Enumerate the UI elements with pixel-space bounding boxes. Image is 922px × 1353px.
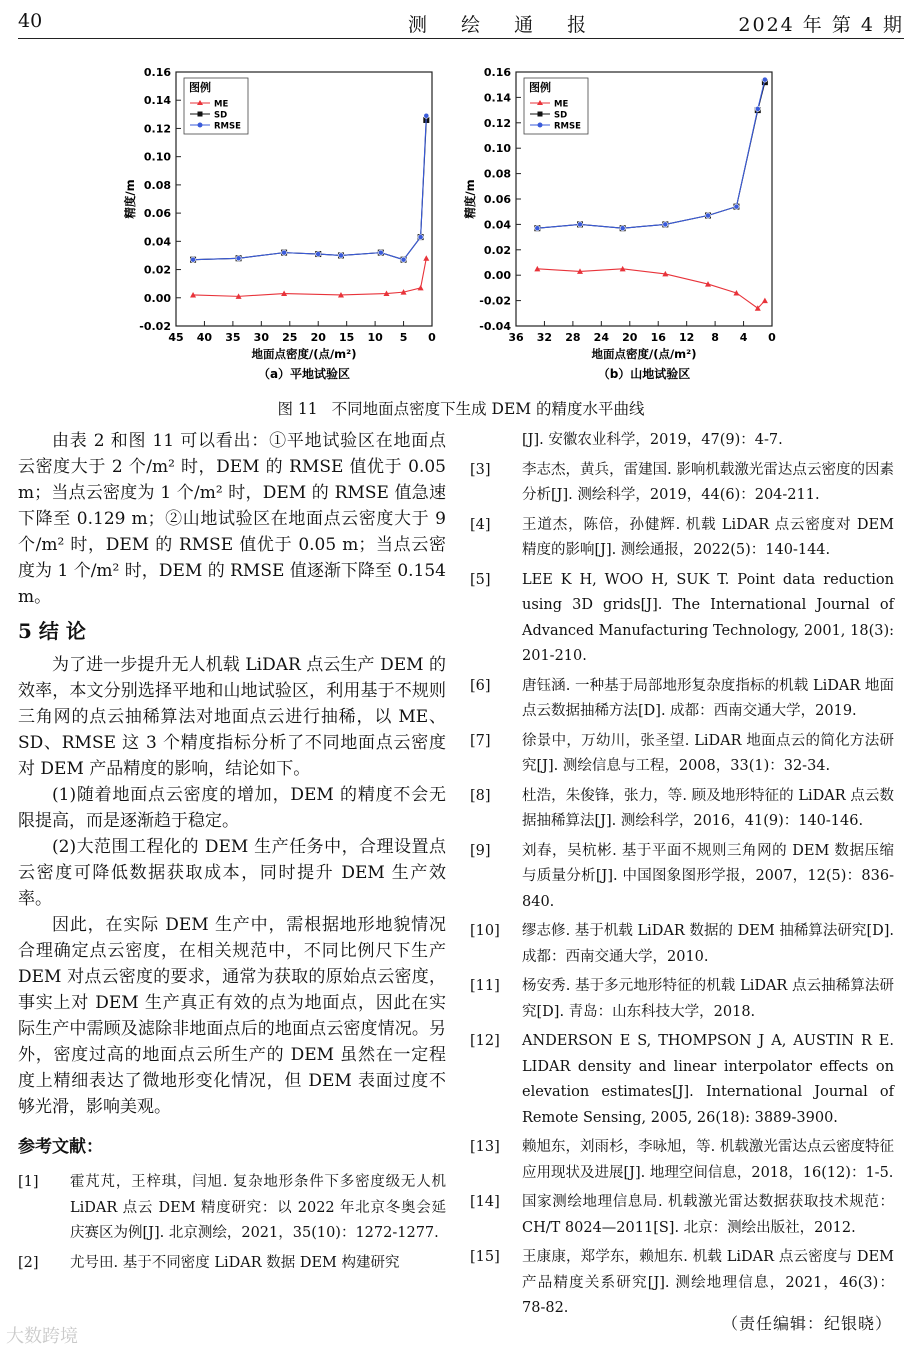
legend-label: ME	[214, 99, 229, 110]
reference-text: 赖旭东，刘雨杉，李咏旭，等. 机载激光雷达点云密度特征应用现状及进展[J]. 地理空间信息，2018，16(12)：1-5.	[522, 1139, 894, 1181]
data-point-rmse	[236, 256, 241, 261]
reference-item	[18, 1170, 446, 1247]
figure-caption-text: 不同地面点密度下生成 DEM 的精度水平曲线	[331, 400, 645, 418]
x-tick-label: 45	[168, 331, 184, 344]
data-point-rmse	[734, 204, 739, 209]
reference-text: 国家测绘地理信息局. 机载激光雷达数据获取技术规范：CH/T 8024—2011[S]. 北京：测绘出版社，2012.	[522, 1194, 894, 1236]
data-point-rmse	[338, 253, 343, 258]
paragraph-conclusion-3: 因此，在实际 DEM 生产中，需根据地形地貌情况合理确定点云密度，在相关规范中，不同比例尺下生产 DEM 对点云密度的要求，通常为获取的原始点云密度，事实上对 DEM 生产真正有效的点为地面点，因此在实际生产中需顾及滤除非地面点后的地面点云密度情况。另外，密度过高的地面点云所生产的 DEM 虽然在一定程度上精细表达了微地形变化情况，但 DEM 表面过度不够光滑，影响美观。	[18, 915, 446, 1117]
issue-label: 2024 年 第 4 期	[738, 14, 904, 36]
y-tick-label: 0.02	[483, 243, 511, 257]
reference-item	[470, 1190, 894, 1241]
reference-number: [2]	[18, 1254, 39, 1271]
x-tick-label: 0	[768, 331, 776, 344]
data-point-me	[418, 285, 424, 291]
reference-text: 王道杰，陈倍，孙健辉. 机载 LiDAR 点云密度对 DEM 精度的影响[J]. 测绘通报，2022(5)：140-144.	[522, 516, 894, 558]
y-tick-label: 0.00	[143, 291, 171, 305]
reference-item	[470, 919, 894, 970]
y-tick-label: -0.02	[139, 320, 171, 333]
x-tick-label: 28	[565, 331, 581, 344]
reference-text: ANDERSON E S, THOMPSON J A, AUSTIN R E. LIDAR density and linear interpolator effects on elevation estimates[J]. International Journal of Remote Sensing, 2005, 26(18): 3889-3900.	[522, 1033, 894, 1126]
reference-number: [8]	[470, 787, 491, 804]
x-axis-label: 地面点密度/(点/m²)	[591, 347, 697, 361]
watermark: 大数跨境	[6, 1326, 78, 1347]
reference-item	[470, 974, 894, 1025]
editor-note: （责任编辑：纪银晓）	[721, 1314, 892, 1333]
paragraph-conclusion-1: (1)随着地面点云密度的增加，DEM 的精度不会无限提高，而是逐渐趋于稳定。	[18, 785, 446, 831]
reference-item	[470, 729, 894, 780]
reference-number: [13]	[470, 1139, 500, 1155]
reference-continuation: [J]. 安徽农业科学，2019，47(9)：4-7.	[522, 432, 783, 448]
reference-item	[470, 1029, 894, 1131]
x-tick-label: 25	[282, 331, 298, 344]
y-tick-label: 0.10	[483, 142, 511, 156]
x-tick-label: 35	[225, 331, 241, 344]
reference-number: [14]	[470, 1194, 500, 1210]
y-axis-label: 精度/m	[123, 179, 137, 219]
legend-title: 图例	[529, 81, 551, 94]
x-tick-label: 20	[310, 331, 326, 344]
x-tick-label: 15	[339, 331, 355, 344]
reference-text: 王康康，郑学东，赖旭东. 机载 LiDAR 点云密度与 DEM 产品精度关系研究[J]. 测绘地理信息，2021，46(3)：78-82.	[522, 1249, 894, 1316]
data-point-rmse	[424, 113, 429, 118]
y-axis-label: 精度/m	[463, 179, 477, 219]
legend-label: RMSE	[554, 121, 581, 132]
legend-label: RMSE	[214, 121, 241, 132]
series-line-me	[193, 258, 426, 296]
y-tick-label: 0.04	[143, 235, 171, 249]
section-title-conclusion: 5 结 论	[18, 619, 86, 643]
reference-number: [11]	[470, 978, 500, 994]
reference-item	[470, 513, 894, 564]
data-point-rmse	[535, 226, 540, 231]
paragraph-conclusion-2: (2)大范围工程化的 DEM 生产任务中，合理设置点云密度可降低数据获取成本，同时提升 DEM 生产效率。	[18, 837, 446, 909]
reference-item	[470, 784, 894, 835]
x-tick-label: 30	[253, 331, 269, 344]
reference-item	[470, 674, 894, 725]
reference-text: LEE K H, WOO H, SUK T. Point data reduction using 3D grids[J]. The International Journal of Advanced Manufacturing Technology, 2001, 18(3): 201-210.	[522, 571, 894, 664]
y-tick-label: 0.12	[483, 116, 511, 130]
reference-number: [9]	[470, 842, 491, 859]
data-point-rmse	[762, 77, 767, 82]
y-tick-label: 0.08	[483, 167, 511, 181]
y-tick-label: 0.02	[143, 263, 171, 277]
y-tick-label: 0.12	[143, 122, 171, 136]
y-tick-label: 0.14	[483, 91, 511, 105]
y-tick-label: -0.02	[479, 294, 511, 308]
y-tick-label: -0.04	[479, 320, 511, 333]
reference-text: 李志杰，黄兵，雷建国. 影响机载激光雷达点云密度的因素分析[J]. 测绘科学，2019，44(6)：204-211.	[522, 461, 894, 503]
reference-item	[470, 458, 894, 509]
reference-text: 霍芃芃，王梓琪，闫旭. 复杂地形条件下多密度级无人机 LiDAR 点云 DEM 精度研究：以 2022 年北京冬奥会延庆赛区为例[J]. 北京测绘，2021，35(10)：1272-1277.	[70, 1174, 446, 1241]
x-tick-label: 8	[711, 331, 719, 344]
y-tick-label: 0.04	[483, 218, 511, 232]
right-column	[470, 428, 894, 1326]
x-tick-label: 16	[650, 331, 666, 344]
reference-text: 徐景中，万幼川，张圣望. LiDAR 地面点云的简化方法研究[J]. 测绘信息与工程，2008，33(1)：32-34.	[522, 732, 894, 774]
reference-number: [5]	[470, 571, 491, 588]
page-number: 40	[18, 10, 43, 32]
chart-mountain-area	[460, 58, 800, 398]
y-tick-label: 0.06	[143, 207, 171, 221]
data-point-rmse	[705, 213, 710, 218]
reference-item	[470, 568, 894, 670]
data-point-rmse	[620, 226, 625, 231]
legend-marker	[198, 112, 203, 117]
x-tick-label: 0	[428, 331, 436, 344]
x-tick-label: 10	[367, 331, 383, 344]
data-point-me	[762, 298, 768, 304]
reference-text: 杨安秀. 基于多元地形特征的机载 LiDAR 点云抽稀算法研究[D]. 青岛：山东科技大学，2018.	[522, 978, 894, 1020]
legend-label: SD	[554, 110, 568, 121]
data-point-rmse	[418, 235, 423, 240]
y-tick-label: 0.10	[143, 150, 171, 164]
paragraph-conclusion-intro: 为了进一步提升无人机载 LiDAR 点云生产 DEM 的效率，本文分别选择平地和山地试验区，利用基于不规则三角网的点云抽稀算法对地面点云进行抽稀，以 ME、SD、RMSE 这 3 个精度指标分析了不同地面点云密度对 DEM 产品精度的影响，结论如下。	[18, 655, 446, 779]
reference-number: [6]	[470, 677, 491, 694]
legend-title: 图例	[189, 81, 211, 94]
chart-sublabel: （b）山地试验区	[597, 367, 691, 381]
series-line-sd	[193, 120, 426, 260]
y-tick-label: 0.14	[143, 94, 171, 108]
reference-number: [10]	[470, 923, 500, 939]
x-tick-label: 20	[622, 331, 638, 344]
data-point-rmse	[281, 250, 286, 255]
x-axis-label: 地面点密度/(点/m²)	[251, 347, 357, 361]
x-tick-label: 36	[508, 331, 524, 344]
y-tick-label: 0.16	[143, 66, 171, 79]
x-tick-label: 4	[739, 331, 748, 344]
chart-sublabel: （a）平地试验区	[257, 367, 351, 381]
data-point-rmse	[577, 222, 582, 227]
x-tick-label: 12	[679, 331, 695, 344]
data-point-rmse	[316, 251, 321, 256]
legend-marker	[538, 112, 543, 117]
y-tick-label: 0.16	[483, 66, 511, 79]
reference-text: 杜浩，朱俊锋，张力，等. 顾及地形特征的 LiDAR 点云数据抽稀算法[J]. 测绘科学，2016，41(9)：140-146.	[522, 787, 894, 829]
x-tick-label: 32	[536, 331, 553, 344]
legend-marker	[538, 123, 543, 128]
reference-number: [15]	[470, 1249, 500, 1265]
reference-text: 尤号田. 基于不同密度 LiDAR 数据 DEM 构建研究	[70, 1254, 400, 1271]
journal-name: 测 绘 通 报	[408, 14, 601, 36]
x-tick-label: 40	[196, 331, 213, 344]
left-column	[18, 428, 446, 1280]
running-header	[18, 8, 904, 39]
y-tick-label: 0.08	[143, 178, 171, 192]
series-line-me	[537, 269, 765, 308]
reference-number: [3]	[470, 461, 491, 478]
legend-label: SD	[214, 110, 228, 121]
legend-label: ME	[554, 99, 569, 110]
data-point-me	[423, 255, 429, 261]
reference-text: 唐钰涵. 一种基于局部地形复杂度指标的机载 LiDAR 地面点云数据抽稀方法[D]. 成都：西南交通大学，2019.	[522, 677, 894, 719]
chart-flat-area	[120, 58, 460, 398]
reference-number: [7]	[470, 732, 491, 749]
reference-item	[470, 1135, 894, 1186]
y-tick-label: 0.06	[483, 193, 511, 206]
reference-item	[470, 839, 894, 916]
data-point-rmse	[190, 257, 195, 262]
reference-number: [4]	[470, 516, 491, 533]
reference-text: 刘春，吴杭彬. 基于平面不规则三角网的 DEM 数据压缩与质量分析[J]. 中国图象图形学报，2007，12(5)：836-840.	[522, 842, 894, 910]
reference-item	[18, 1251, 446, 1277]
reference-number: [1]	[18, 1174, 39, 1190]
reference-number: [12]	[470, 1033, 500, 1049]
series-line-rmse	[193, 116, 426, 260]
figure-caption	[0, 397, 922, 419]
x-tick-label: 24	[593, 331, 609, 344]
references-title: 参考文献：	[18, 1137, 103, 1157]
legend-marker	[198, 123, 203, 128]
reference-text: 缪志修. 基于机载 LiDAR 数据的 DEM 抽稀算法研究[D]. 成都：西南交通大学，2010.	[522, 923, 894, 965]
data-point-rmse	[401, 257, 406, 262]
data-point-rmse	[663, 222, 668, 227]
y-tick-label: 0.00	[483, 269, 511, 283]
data-point-rmse	[378, 250, 383, 255]
data-point-rmse	[755, 106, 760, 111]
x-tick-label: 5	[399, 331, 408, 344]
figure-number: 图 11	[277, 400, 318, 418]
paragraph-results: 由表 2 和图 11 可以看出：①平地试验区在地面点云密度大于 2 个/m² 时，DEM 的 RMSE 值优于 0.05 m；当点云密度为 1 个/m² 时，DEM 的 RMSE 值急速下降至 0.129 m；②山地试验区在地面点云密度大于 9 个/m² 时，DEM 的 RMSE 值优于 0.05 m；当点云密度为 1 个/m² 时，DEM 的 RMSE 值逐渐下降至 0.154 m。	[18, 431, 446, 607]
